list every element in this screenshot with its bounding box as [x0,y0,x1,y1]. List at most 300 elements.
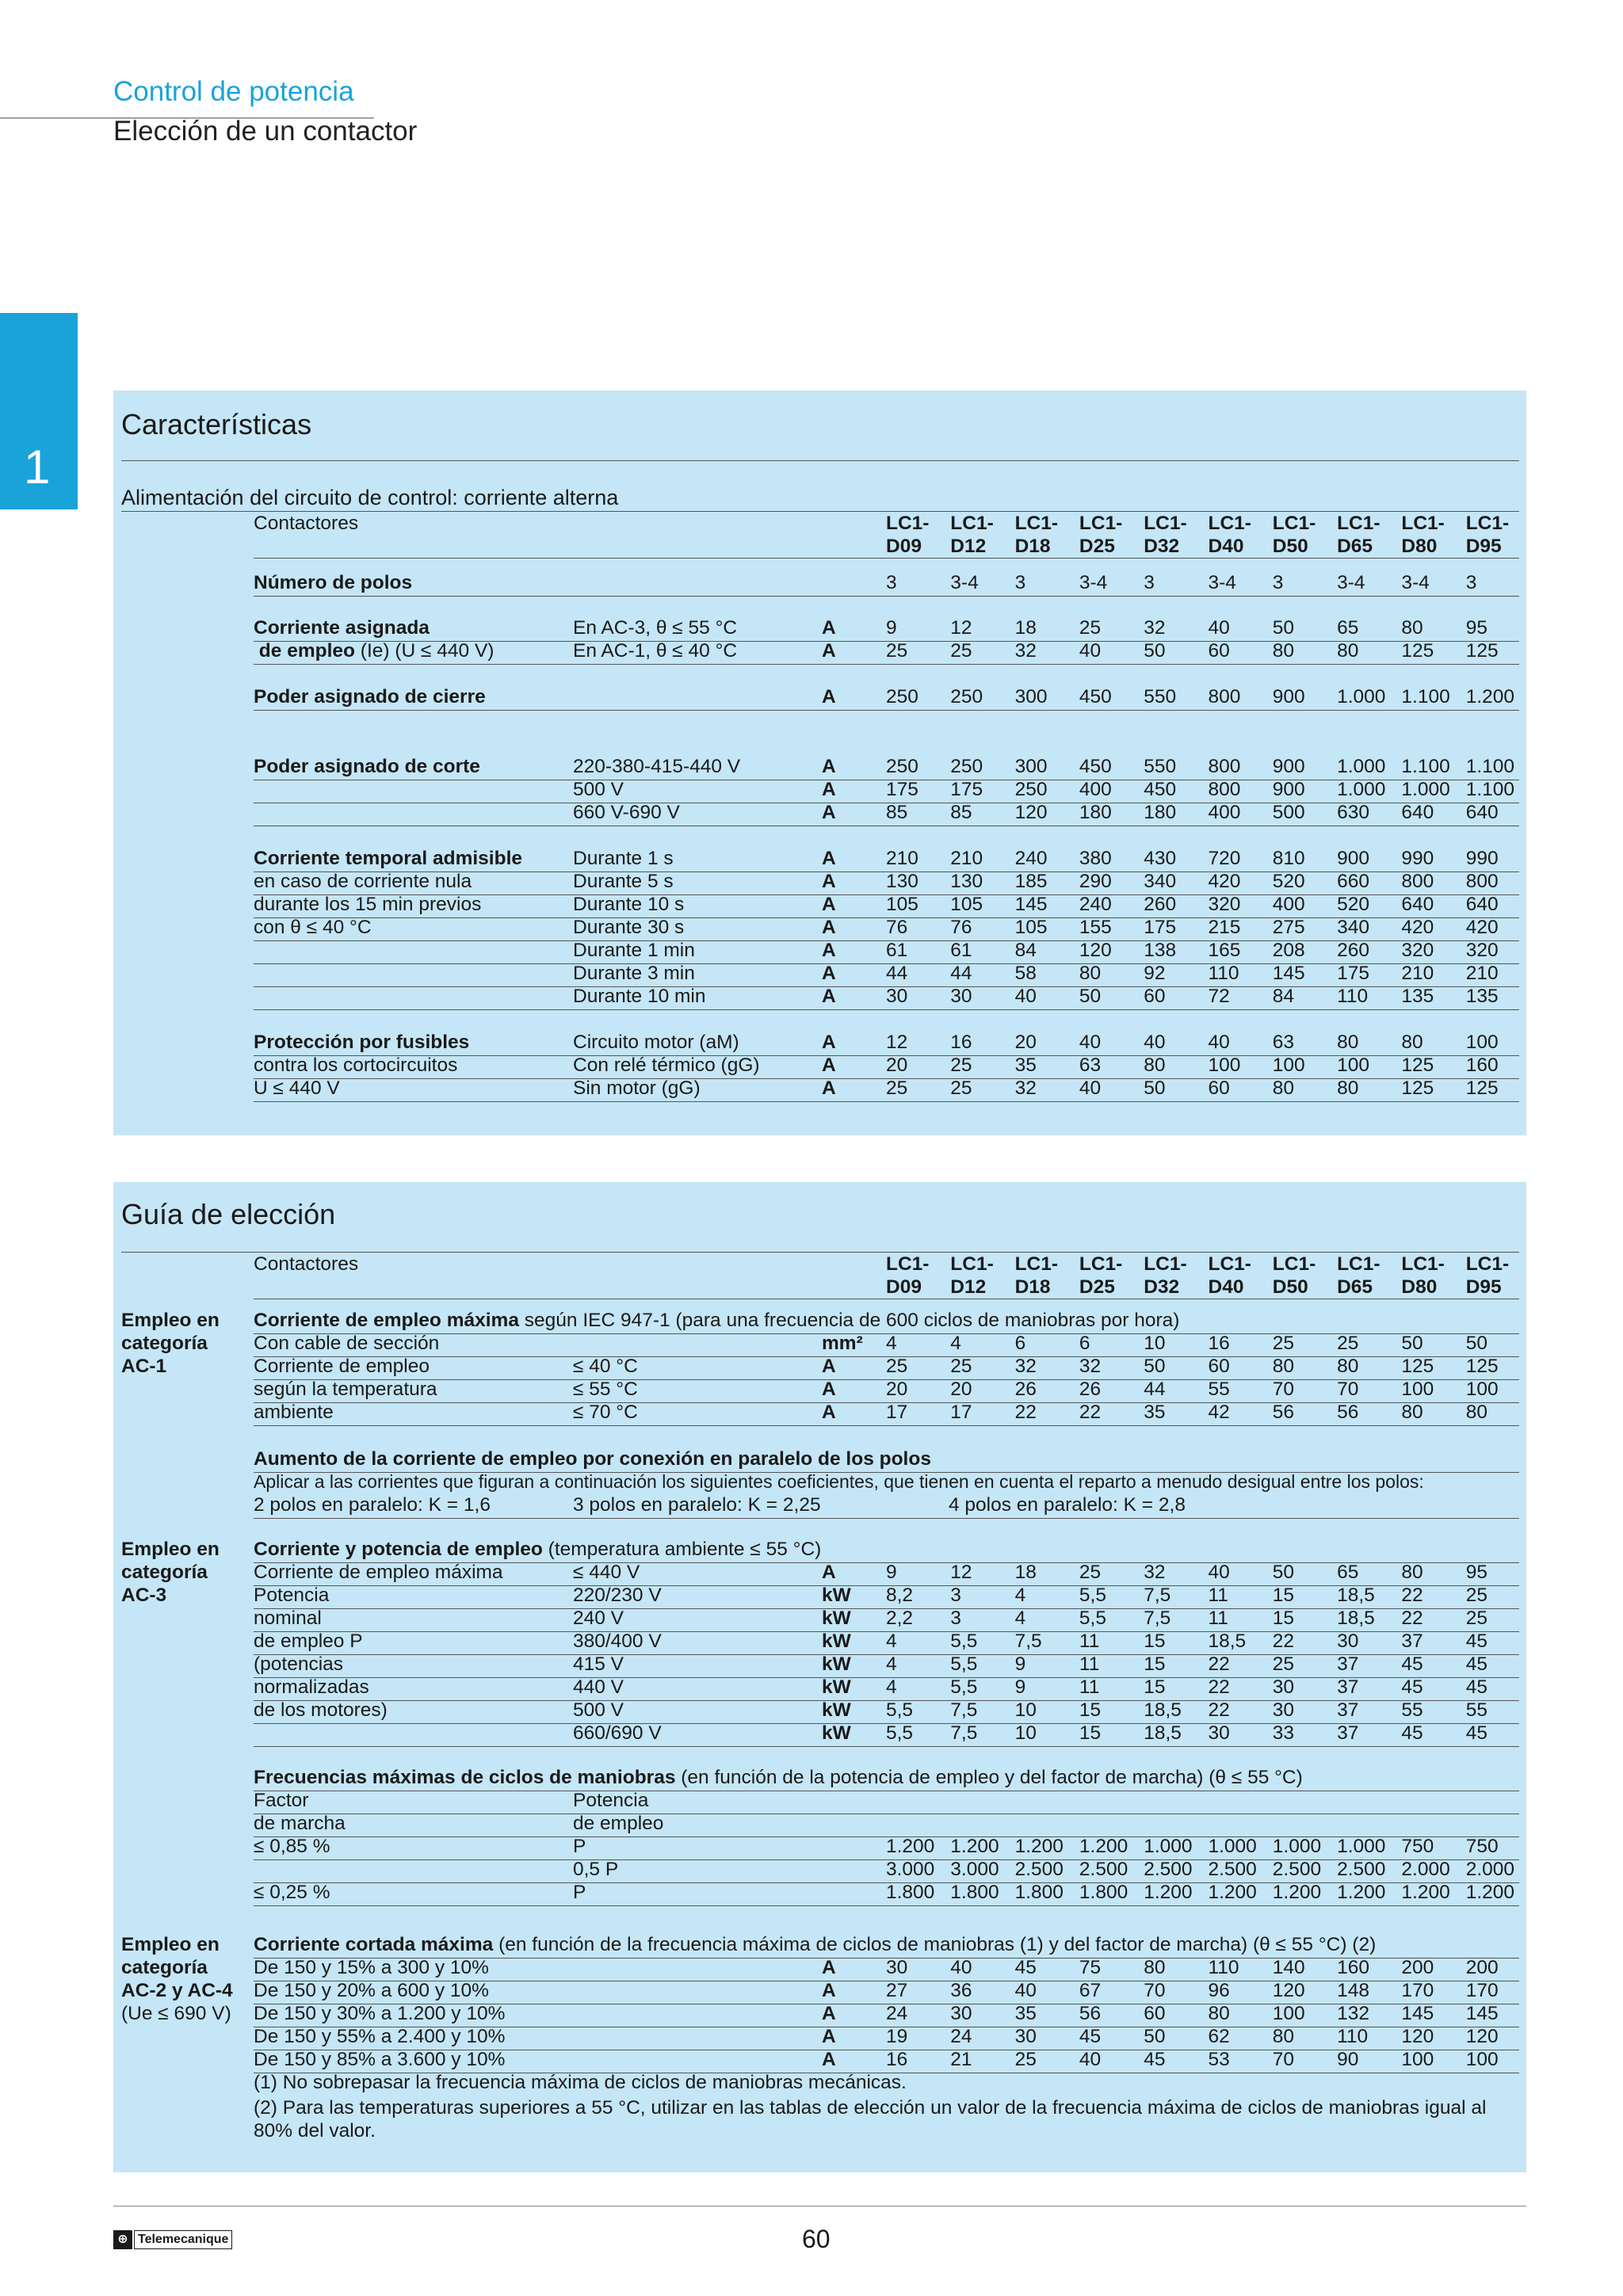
table-cell: 37 [1337,1722,1359,1744]
category-label: Empleo en [121,1539,220,1560]
category-label: Empleo en [121,1934,220,1955]
table-cell: 1.200 [1401,1882,1450,1903]
row-label: Con cable de sección [254,1333,440,1354]
table-cell: 37 [1337,1653,1359,1675]
model-code-bottom: D12 [950,1276,987,1298]
table-cell: 640 [1465,802,1499,823]
row-unit: A [822,1379,836,1400]
table-cell: 12 [950,617,972,639]
row-condition: 660 V-690 V [573,802,680,823]
table-cell: 20 [1014,1032,1037,1053]
model-code-top: LC1- [1465,513,1510,534]
section-heading [254,1768,1303,1788]
table-cell: 80 [1401,1402,1423,1423]
row-condition: Potencia [573,1790,649,1811]
row-unit: kW [822,1676,851,1698]
row-label: Poder asignado de cierre [254,686,486,707]
heading-rest: según IEC 947-1 (para una frecuencia de 600 ciclos de maniobras por hora) [518,1310,1180,1331]
heading-rest: (temperatura ambiente ≤ 55 °C) [542,1539,822,1560]
table-cell: 84 [1014,940,1037,961]
table-cell: 25 [1079,617,1102,639]
row-rule [254,558,1519,559]
table-cell: 61 [886,940,908,961]
table-cell: 380 [1079,848,1112,869]
table-cell: 11 [1079,1630,1100,1652]
table-cell: 50 [1144,2026,1166,2047]
row-condition: 240 V [573,1608,624,1629]
table-cell: 250 [950,756,983,777]
section-heading [254,1311,1179,1331]
category-label: categoría [121,1333,208,1354]
table-cell: 26 [1014,1379,1037,1400]
model-code-bottom: D25 [1079,536,1115,557]
row-unit: A [822,871,836,892]
row-condition: Durante 1 min [573,940,695,961]
row-unit: A [822,848,836,869]
model-code-bottom: D32 [1144,1276,1180,1298]
table-cell: 44 [1144,1379,1166,1400]
row-rule [254,664,1519,665]
table-cell: 37 [1337,1699,1359,1721]
table-cell: 340 [1144,871,1177,892]
table-cell: 30 [1014,2026,1037,2047]
row-label: Factor [254,1790,309,1811]
contactores-label: Contactores [254,1253,359,1275]
row-label: nominal [254,1608,322,1629]
model-code-top: LC1- [1465,1253,1510,1275]
table-cell: 40 [1079,2049,1102,2070]
table-cell: 2,2 [886,1608,914,1629]
table-cell: 22 [1208,1699,1230,1721]
table-cell: 900 [1337,848,1369,869]
table-cell: 180 [1079,802,1112,823]
row-label: (potencias [254,1653,344,1675]
table-cell: 3 [1014,572,1026,593]
table-cell: 11 [1079,1676,1100,1698]
table-cell: 1.800 [1079,1882,1128,1903]
table-cell: 3-4 [1337,572,1365,593]
table-cell: 4 [886,1676,897,1698]
table-cell: 160 [1337,1957,1369,1978]
table-cell: 56 [1272,1402,1295,1423]
row-label: ambiente [254,1402,334,1423]
table-cell: 25 [950,1077,972,1099]
model-code-top: LC1- [1337,513,1381,534]
row-rule [254,1746,1519,1747]
table-cell: 275 [1272,917,1305,938]
model-code-top: LC1- [1144,1253,1187,1275]
row-condition: P [573,1882,586,1903]
table-cell: 92 [1144,963,1166,984]
panel-guia [113,1182,1526,2172]
table-cell: 60 [1208,640,1230,662]
table-cell: 15 [1079,1722,1102,1744]
table-cell: 40 [1079,640,1102,662]
row-condition: ≤ 55 °C [573,1379,638,1400]
table-cell: 25 [950,640,972,662]
row-unit: A [822,2026,836,2047]
row-condition: P [573,1836,586,1857]
row-unit: A [822,617,836,639]
row-label: de empleo P [254,1630,363,1652]
row-label: Protección por fusibles [254,1032,470,1053]
table-cell: 100 [1465,1379,1499,1400]
table-cell: 25 [1465,1608,1487,1629]
table-cell: 40 [950,1957,972,1978]
table-cell: 84 [1272,986,1295,1007]
row-unit: kW [822,1585,851,1606]
row-condition: 0,5 P [573,1859,619,1880]
table-cell: 20 [886,1379,908,1400]
model-code-bottom: D25 [1079,1276,1115,1298]
row-condition: En AC-1, θ ≤ 40 °C [573,640,738,662]
row-rule [254,1425,1519,1426]
table-cell: 3-4 [950,572,979,593]
table-cell: 80 [1272,2026,1295,2047]
row-rule [254,1009,1519,1010]
parallel-coefficient: 3 polos en paralelo: K = 2,25 [573,1494,821,1516]
table-cell: 4 [886,1333,897,1354]
table-cell: 100 [1465,2049,1499,2070]
table-cell: 640 [1465,894,1499,915]
table-cell: 90 [1337,2049,1359,2070]
table-cell: 5,5 [886,1722,914,1744]
row-unit: A [822,1055,836,1076]
table-cell: 100 [1401,1379,1434,1400]
section-heading [254,1450,931,1470]
table-cell: 7,5 [1014,1630,1042,1652]
section-heading [254,1936,1376,1955]
category-label: categoría [121,1562,208,1583]
table-cell: 18,5 [1208,1630,1247,1652]
table-cell: 96 [1208,1980,1230,2001]
table-cell: 100 [1272,1055,1305,1076]
table-cell: 100 [1272,2003,1305,2024]
table-cell: 1.200 [1144,1882,1193,1903]
table-cell: 7,5 [950,1699,978,1721]
table-cell: 80 [1272,1077,1295,1099]
table-cell: 25 [950,1356,972,1377]
table-cell: 30 [1337,1630,1359,1652]
table-cell: 30 [950,986,972,1007]
table-cell: 300 [1014,686,1048,707]
table-cell: 250 [886,756,918,777]
table-cell: 25 [886,1077,908,1099]
row-condition: Sin motor (gG) [573,1077,701,1099]
model-code-bottom: D50 [1272,536,1308,557]
table-cell: 120 [1401,2026,1434,2047]
table-cell: 130 [950,871,983,892]
table-cell: 175 [1144,917,1177,938]
footnote: (1) No sobrepasar la frecuencia máxima de ciclos de maniobras mecánicas. [254,2072,907,2093]
table-cell: 30 [886,1957,908,1978]
table-cell: 50 [1272,617,1295,639]
table-cell: 15 [1144,1653,1166,1675]
table-cell: 32 [1144,617,1166,639]
table-cell: 33 [1272,1722,1295,1744]
row-condition: 660/690 V [573,1722,662,1744]
table-cell: 70 [1272,2049,1295,2070]
table-cell: 120 [1079,940,1112,961]
table-cell: 550 [1144,686,1177,707]
table-cell: 40 [1208,1562,1230,1583]
table-cell: 95 [1465,1562,1487,1583]
table-cell: 45 [1014,1957,1037,1978]
row-condition: ≤ 70 °C [573,1402,638,1423]
table-cell: 80 [1401,617,1423,639]
row-label: Potencia [254,1585,330,1606]
table-cell: 9 [886,1562,897,1583]
table-cell: 18 [1014,617,1037,639]
row-unit: A [822,1957,836,1978]
table-cell: 450 [1144,779,1177,800]
table-cell: 1.800 [1014,1882,1064,1903]
table-cell: 35 [1014,2003,1037,2024]
category-label: categoría [121,1957,208,1978]
category-label: AC-2 y AC-4 [121,1980,233,2001]
table-cell: 450 [1079,686,1112,707]
table-cell: 25 [1337,1333,1359,1354]
table-cell: 32 [1014,640,1037,662]
table-cell: 1.200 [886,1836,935,1857]
table-cell: 1.200 [1465,1882,1514,1903]
model-code-bottom: D80 [1401,1276,1438,1298]
table-cell: 25 [1079,1562,1102,1583]
table-cell: 80 [1401,1562,1423,1583]
table-cell: 50 [1144,640,1166,662]
category-label: (Ue ≤ 690 V) [121,2003,231,2024]
table-cell: 120 [1014,802,1048,823]
table-cell: 170 [1465,1980,1499,2001]
table-cell: 145 [1465,2003,1499,2024]
table-cell: 45 [1465,1722,1487,1744]
table-cell: 175 [950,779,983,800]
table-cell: 3 [950,1608,961,1629]
table-cell: 42 [1208,1402,1230,1423]
table-cell: 450 [1079,756,1112,777]
row-condition: ≤ 440 V [573,1562,640,1583]
row-unit: A [822,894,836,915]
row-label: ≤ 0,25 % [254,1882,330,1903]
row-label: U ≤ 440 V [254,1077,340,1099]
table-cell: 45 [1465,1630,1487,1652]
model-code-top: LC1- [1208,1253,1251,1275]
table-cell: 1.800 [950,1882,999,1903]
table-cell: 5,5 [950,1630,978,1652]
table-cell: 208 [1272,940,1305,961]
row-label: De 150 y 20% a 600 y 10% [254,1980,489,2001]
row-label: en caso de corriente nula [254,871,472,892]
table-cell: 800 [1208,756,1241,777]
table-cell: 800 [1401,871,1434,892]
table-cell: 125 [1465,1356,1499,1377]
table-cell: 80 [1272,640,1295,662]
row-unit: kW [822,1699,851,1721]
table-cell: 17 [950,1402,972,1423]
table-cell: 110 [1337,2026,1369,2047]
table-cell: 40 [1208,617,1230,639]
table-cell: 132 [1337,2003,1369,2024]
table-cell: 37 [1401,1630,1423,1652]
table-cell: 16 [886,2049,908,2070]
table-cell: 80 [1144,1957,1166,1978]
table-cell: 4 [1014,1585,1026,1606]
table-cell: 2.500 [1337,1859,1386,1880]
table-cell: 135 [1465,986,1499,1007]
table-cell: 320 [1465,940,1499,961]
table-cell: 1.200 [1272,1882,1322,1903]
table-cell: 1.200 [950,1836,999,1857]
table-cell: 1.200 [1337,1882,1386,1903]
table-cell: 5,5 [950,1676,978,1698]
row-unit: A [822,802,836,823]
table-cell: 76 [950,917,972,938]
table-cell: 30 [886,986,908,1007]
row-unit: A [822,1980,836,2001]
row-rule [254,1101,1519,1102]
heading-rest: (en función de la potencia de empleo y del factor de marcha) (θ ≤ 55 °C) [675,1767,1303,1788]
model-code-top: LC1- [1401,1253,1445,1275]
table-cell: 520 [1272,871,1305,892]
table-cell: 12 [950,1562,972,1583]
heading-bold: Frecuencias máximas de ciclos de maniobras [254,1767,676,1788]
row-unit: kW [822,1722,851,1744]
table-cell: 3 [950,1585,961,1606]
table-cell: 1.100 [1401,756,1450,777]
table-cell: 76 [886,917,908,938]
table-cell: 45 [1079,2026,1102,2047]
table-cell: 1.100 [1465,779,1514,800]
table-cell: 2.500 [1208,1859,1257,1880]
table-cell: 10 [1144,1333,1166,1354]
row-label: De 150 y 30% a 1.200 y 10% [254,2003,506,2024]
table-cell: 56 [1337,1402,1359,1423]
table-cell: 2.000 [1465,1859,1514,1880]
table-cell: 45 [1401,1676,1423,1698]
table-cell: 7,5 [950,1722,978,1744]
table-cell: 70 [1337,1379,1359,1400]
table-cell: 80 [1337,1032,1359,1053]
table-cell: 70 [1272,1379,1295,1400]
row-rule [254,1905,1519,1906]
table-cell: 105 [950,894,983,915]
table-cell: 15 [1272,1608,1295,1629]
row-condition: Durante 30 s [573,917,685,938]
model-code-top: LC1- [886,513,930,534]
section-tab [0,313,78,509]
table-cell: 1.000 [1337,779,1386,800]
table-cell: 3 [1144,572,1155,593]
table-cell: 80 [1144,1055,1166,1076]
table-cell: 1.200 [1014,1836,1064,1857]
table-cell: 30 [950,2003,972,2024]
table-cell: 900 [1272,779,1305,800]
table-cell: 800 [1208,779,1241,800]
page-number: 60 [802,2225,831,2253]
table-cell: 15 [1144,1630,1166,1652]
table-cell: 50 [1272,1562,1295,1583]
table-cell: 20 [886,1055,908,1076]
model-code-bottom: D12 [950,536,987,557]
row-unit: kW [822,1608,851,1629]
row-unit: A [822,1402,836,1423]
table-cell: 260 [1337,940,1369,961]
panel-title: Guía de elección [121,1198,336,1230]
row-label: según la temperatura [254,1379,437,1400]
table-cell: 26 [1079,1379,1102,1400]
table-cell: 27 [886,1980,908,2001]
table-cell: 17 [886,1402,908,1423]
table-cell: 260 [1144,894,1177,915]
row-condition: 415 V [573,1653,624,1675]
table-cell: 20 [950,1379,972,1400]
table-cell: 2.500 [1144,1859,1193,1880]
table-cell: 4 [1014,1608,1026,1629]
table-cell: 24 [886,2003,908,2024]
table-cell: 300 [1014,756,1048,777]
table-cell: 400 [1272,894,1305,915]
table-cell: 32 [1144,1562,1166,1583]
panel-caracteristicas [113,391,1526,1135]
table-cell: 9 [1014,1676,1026,1698]
table-cell: 3-4 [1079,572,1108,593]
table-cell: 25 [886,1356,908,1377]
row-condition: Durante 3 min [573,963,695,984]
table-cell: 95 [1465,617,1487,639]
table-cell: 35 [1014,1055,1037,1076]
table-cell: 36 [950,1980,972,2001]
table-cell: 32 [1014,1077,1037,1099]
table-cell: 110 [1208,963,1239,984]
table-cell: 62 [1208,2026,1230,2047]
table-cell: 40 [1079,1032,1102,1053]
table-cell: 21 [950,2049,972,2070]
table-cell: 340 [1337,917,1369,938]
row-label: con θ ≤ 40 °C [254,917,372,938]
table-cell: 810 [1272,848,1305,869]
table-cell: 750 [1401,1836,1434,1857]
row-unit: A [822,686,836,707]
table-cell: 250 [950,686,983,707]
table-cell: 210 [1465,963,1499,984]
brand-logo [113,2229,232,2250]
row-condition: 220-380-415-440 V [573,756,741,777]
row-label: ≤ 0,85 % [254,1836,330,1857]
table-cell: 25 [1272,1653,1295,1675]
table-cell: 55 [1465,1699,1487,1721]
row-label: De 150 y 15% a 300 y 10% [254,1957,489,1978]
table-cell: 55 [1208,1379,1230,1400]
row-condition: Durante 10 min [573,986,706,1007]
table-cell: 180 [1144,802,1177,823]
model-code-top: LC1- [1014,1253,1059,1275]
table-cell: 400 [1079,779,1112,800]
table-cell: 40 [1014,986,1037,1007]
model-code-top: LC1- [1272,513,1316,534]
table-cell: 240 [1079,894,1112,915]
table-cell: 15 [1272,1585,1295,1606]
table-cell: 55 [1401,1699,1423,1721]
table-cell: 990 [1465,848,1499,869]
table-cell: 800 [1465,871,1499,892]
table-cell: 400 [1208,802,1241,823]
heading-bold: Aumento de la corriente de empleo por conexión en paralelo de los polos [254,1448,931,1470]
category-label: Empleo en [121,1310,220,1331]
table-cell: 1.100 [1465,756,1514,777]
row-unit: A [822,1562,836,1583]
model-code-bottom: D95 [1465,536,1502,557]
table-cell: 45 [1144,2049,1166,2070]
